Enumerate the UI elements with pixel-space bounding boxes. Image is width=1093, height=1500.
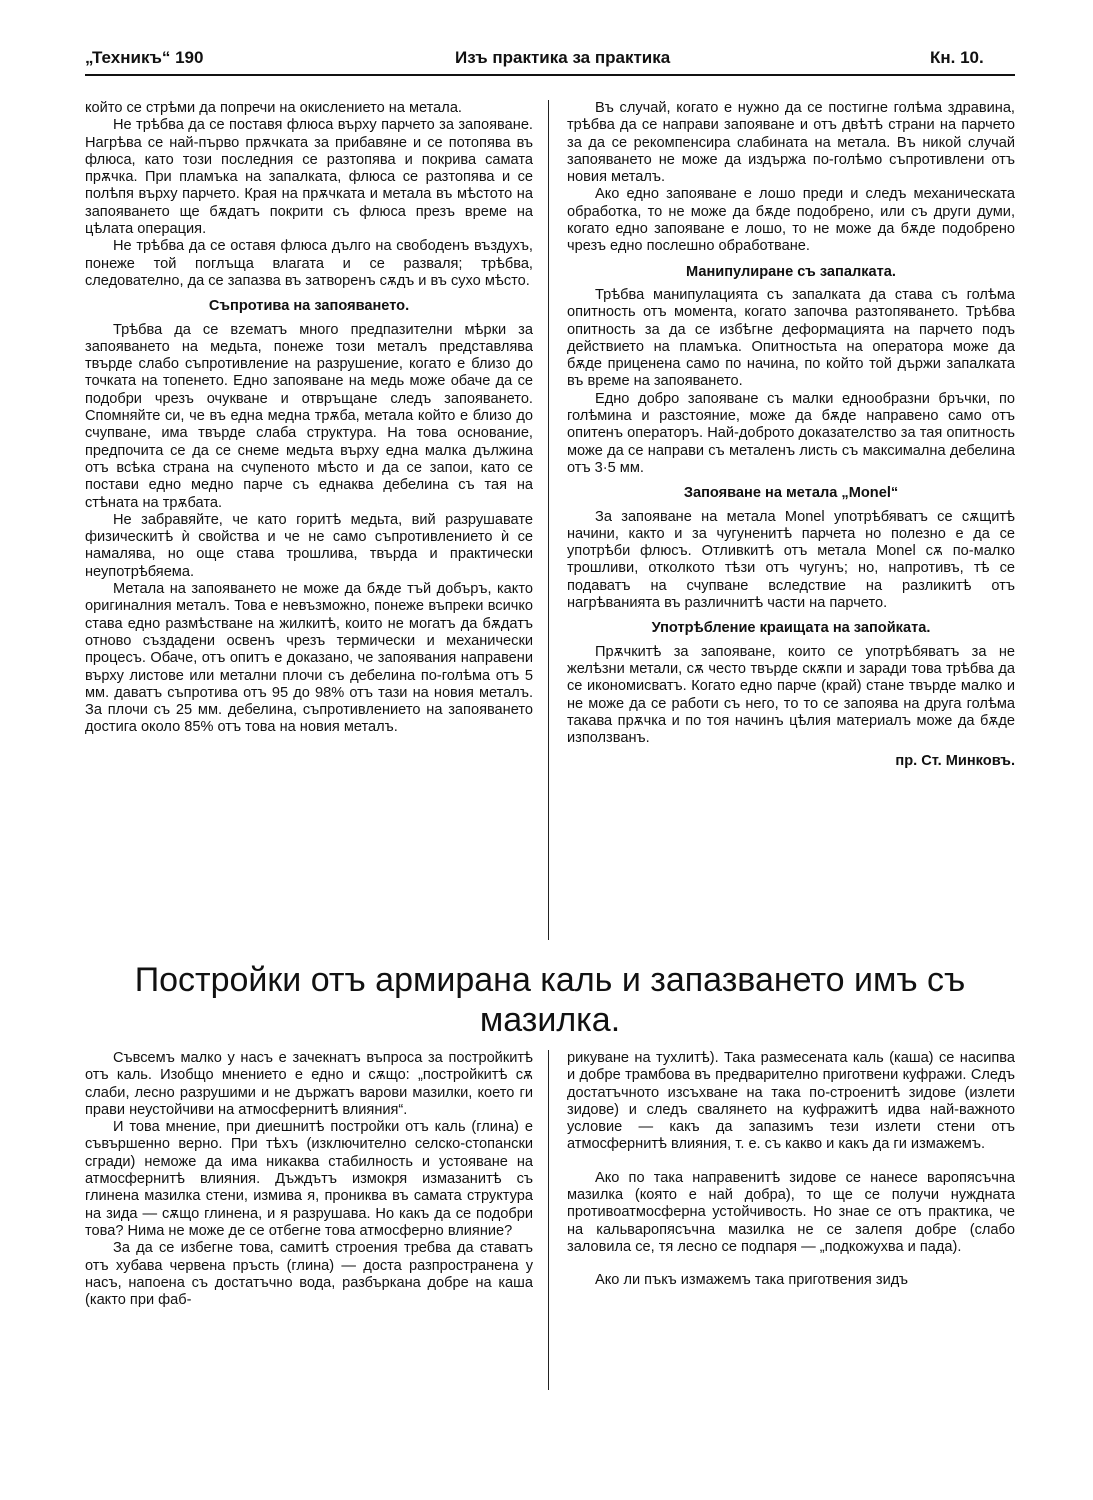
paragraph: който се стрѣми да попречи на окислението на метала.	[85, 100, 462, 116]
paragraph: Съвсемъ малко у насъ е зачекнатъ въпроса за постройкитѣ отъ каль. Изобщо мнението е едно и сѫщо: „постройкитѣ сѫ слаби, лесно разрушими и не държатъ варови мазилки, което ги прави неустойчиви на атмосфернитѣ влияния“.	[85, 1050, 533, 1118]
section-heading: Съпротива на запояването.	[208, 298, 410, 315]
paragraph: Не трѣбва да се оставя флюса дълго на свободенъ въздухъ, понеже той поглъща влагата и се разваля; трѣбва, следователно, да се запазва въ затворенъ сѫдъ и въ сухо мѣсто.	[85, 238, 533, 289]
author-signature: пр. Ст. Минковъ.	[895, 753, 1015, 770]
top-left-column	[85, 100, 533, 737]
bottom-right-column	[567, 1050, 1015, 1290]
paragraph: Прѫчкитѣ за запояване, които се употрѣбяватъ за не желѣзни метали, сѫ често твърде скѫпи и заради това трѣбва да се икономисватъ. Когато едно парче (край) стане твърде малко и не може да се работи съ него, то то се запоява на друга голѣма такава прѫчка и по тоя начинъ цѣлия материалъ може да бѫде използванъ.	[567, 643, 1015, 747]
paragraph: За запояване на метала Monel употрѣбяватъ се сѫщитѣ начини, както и за чугуненитѣ парчета но полезно е да се употрѣби флюсъ. Отливкитѣ отъ метала Monel сѫ по-малко трошливи, отколкото тѣзи отъ чугунъ; но, напротивъ, тѣ се подаватъ на счупване вследствие на разликитѣ отъ нагрѣванията въ различнитѣ части на парчето.	[567, 508, 1015, 612]
header-issue-number: Кн. 10.	[930, 48, 984, 67]
paragraph: Ако едно запояване е лошо преди и следъ механическата обработка, то не може да бѫде подобрено, или съ други думи, когато едно запояване е лошо, то не може да бѫде подобрено чрезъ едно послешно обработване.	[567, 186, 1015, 255]
paragraph: рикуване на тухлитѣ). Така размесената каль (каша) се насипва и добре трамбова въ предварително приготвени куфражи. Следъ достатъчното изсъхване на така по-строенитѣ зидове (излети зидове) и следъ свалянето на куфражитѣ идва най-важното условие — какъ да запазимъ тези излети стени отъ атмосфернитѣ влияния, т. е. съ какво и какъ да ги измажемъ.	[567, 1050, 1015, 1153]
header-journal-page: „Техникъ“ 190	[85, 48, 204, 67]
section-heading: Манипулиране съ запалката.	[686, 263, 896, 280]
header-rule	[85, 74, 1015, 76]
running-header	[85, 48, 1015, 74]
paragraph: Трѣбва да се вzематъ много предпазителни мѣрки за запояването на медьта, понеже този металъ представлява твърде слабо съпротивление на разрушение, когато е близо до точката на топенето. Едно запояване на медь може обаче да се подобри чрезъ очукване и отвръщане следъ запояването. Спомняйте си, че въ една медна трѫба, метала който е близо до счупване, има твърде слаба структура. На това основание, предпочита се да се снеме медьта върху една малка дължина отъ всѣка страна на счупеното мѣсто и да се запои, като се постави едно медно парче съ еднаква дебелина съ тая на стѣната на трѫбата.	[85, 321, 533, 511]
paragraph: И това мнение, при диешнитѣ постройки отъ каль (глина) е съвършенно верно. При тѣхъ (изключително селско-стопански сгради) неможе да има никаква стабилность и устояване на атмосфернитѣ влияния. Дъждътъ измокря измазанитѣ съ глинена мазилка стени, измива я, прониква въ самата структура на зида — сѫщо глинена, и я разрушава. Но какъ да се подобри това? Нима не може де се отбегне това атмосферно влияние?	[85, 1119, 533, 1239]
paragraph: Ако ли пъкъ измажемъ така приготвения зидъ	[595, 1272, 909, 1289]
paragraph: Не трѣбва да се поставя флюса върху парчето за запояване. Нагрѣва се най-първо прѫчката за прибавяне и се потопява въ флюса, като този последния се разтопява и покрива самата прѫчка. При пламъка на запалката, флюса се разтопява и се полѣпя върху парчето. Края на прѫчката и метала въ мѣстото на запояването ще бѫдатъ покрити съ флюса презъ време на цѣлата операция.	[85, 117, 533, 238]
paragraph: За да се избегне това, самитѣ строения требва да ставатъ отъ хубава червена пръсть (глина) — доста разпространена у насъ, напоена съ достатъчно вода, разбъркана добре на каша (както при фаб-	[85, 1240, 533, 1309]
paragraph: Ако по така направенитѣ зидове се нанесе варопясъчна мазилка (която е най добра), то ще се получи нуждната противоатмосферна устойчивость. Но знае се отъ практика, че на кальваропясъчна мазилка не се залепя добре (слабо заловила се, тя лесно се подпаря — „подкожухва и пада).	[567, 1169, 1015, 1255]
header-section-title: Изъ практика за практика	[455, 48, 671, 67]
bottom-left-column	[85, 1050, 533, 1309]
paragraph: Въ случай, когато е нужно да се постигне голѣма здравина, трѣбва да се направи запояване и отъ двѣтѣ страни на парчето за да се рекомпенсира слабината на метала. Въ никой случай запояването не може да издържа по-голѣмо съпротивлени отъ новия металъ.	[567, 100, 1015, 186]
paragraph: Метала на запояването не може да бѫде тъй добъръ, както оригиналния металъ. Това е невъзможно, понеже въпреки всичко става едно размѣстване на жилкитѣ, които не могатъ да бѫдатъ отново създадени освенъ чрезъ термически и механически процесъ. Обаче, отъ опитъ е доказано, че запоявания направени върху листове или метални плочи съ дебелина по-голѣма отъ 5 мм. даватъ съпротива отъ 95 до 98% отъ тази на новия металъ. За плочи съ 25 мм. дебелина, съпротивлението на запояването достига около 85% отъ това на новия металъ.	[85, 581, 533, 736]
paragraph: Трѣбва манипулацията съ запалката да става съ голѣма опитность отъ момента, когато започва разтопяването. Трѣбва опитность за да се избѣгне деформацията на парчето подъ действието на пламъка. Опитностьта на оператора може да бѫде прицененa само по начина, по който той държи запалката въ време на запояването.	[567, 286, 1015, 390]
section-heading: Запояване на метала „Monel“	[683, 485, 899, 502]
top-right-column	[567, 100, 1015, 771]
paragraph: Едно добро запояване съ малки еднообразни бръчки, по голѣмина и разстояние, може да бѫде направено само отъ опитенъ операторъ. Най-доброто доказателство за тая опитность може да се направи съ металенъ листь съ максимална дебелина отъ 3·5 мм.	[567, 390, 1015, 476]
article-title: Постройки отъ армирана каль и запазването имъ съ мазилка.	[134, 961, 966, 1039]
section-heading: Употрѣбление краищата на запойката.	[651, 620, 931, 637]
column-divider	[548, 100, 549, 940]
paragraph: Не забравяйте, че като горитѣ медьта, вий разрушавате физическитѣ ѝ свойства и че не само съпротивлението ѝ се намалява, но още става трошлива, твърда и практически неупотрѣбяема.	[85, 511, 533, 580]
column-divider	[548, 1050, 549, 1390]
